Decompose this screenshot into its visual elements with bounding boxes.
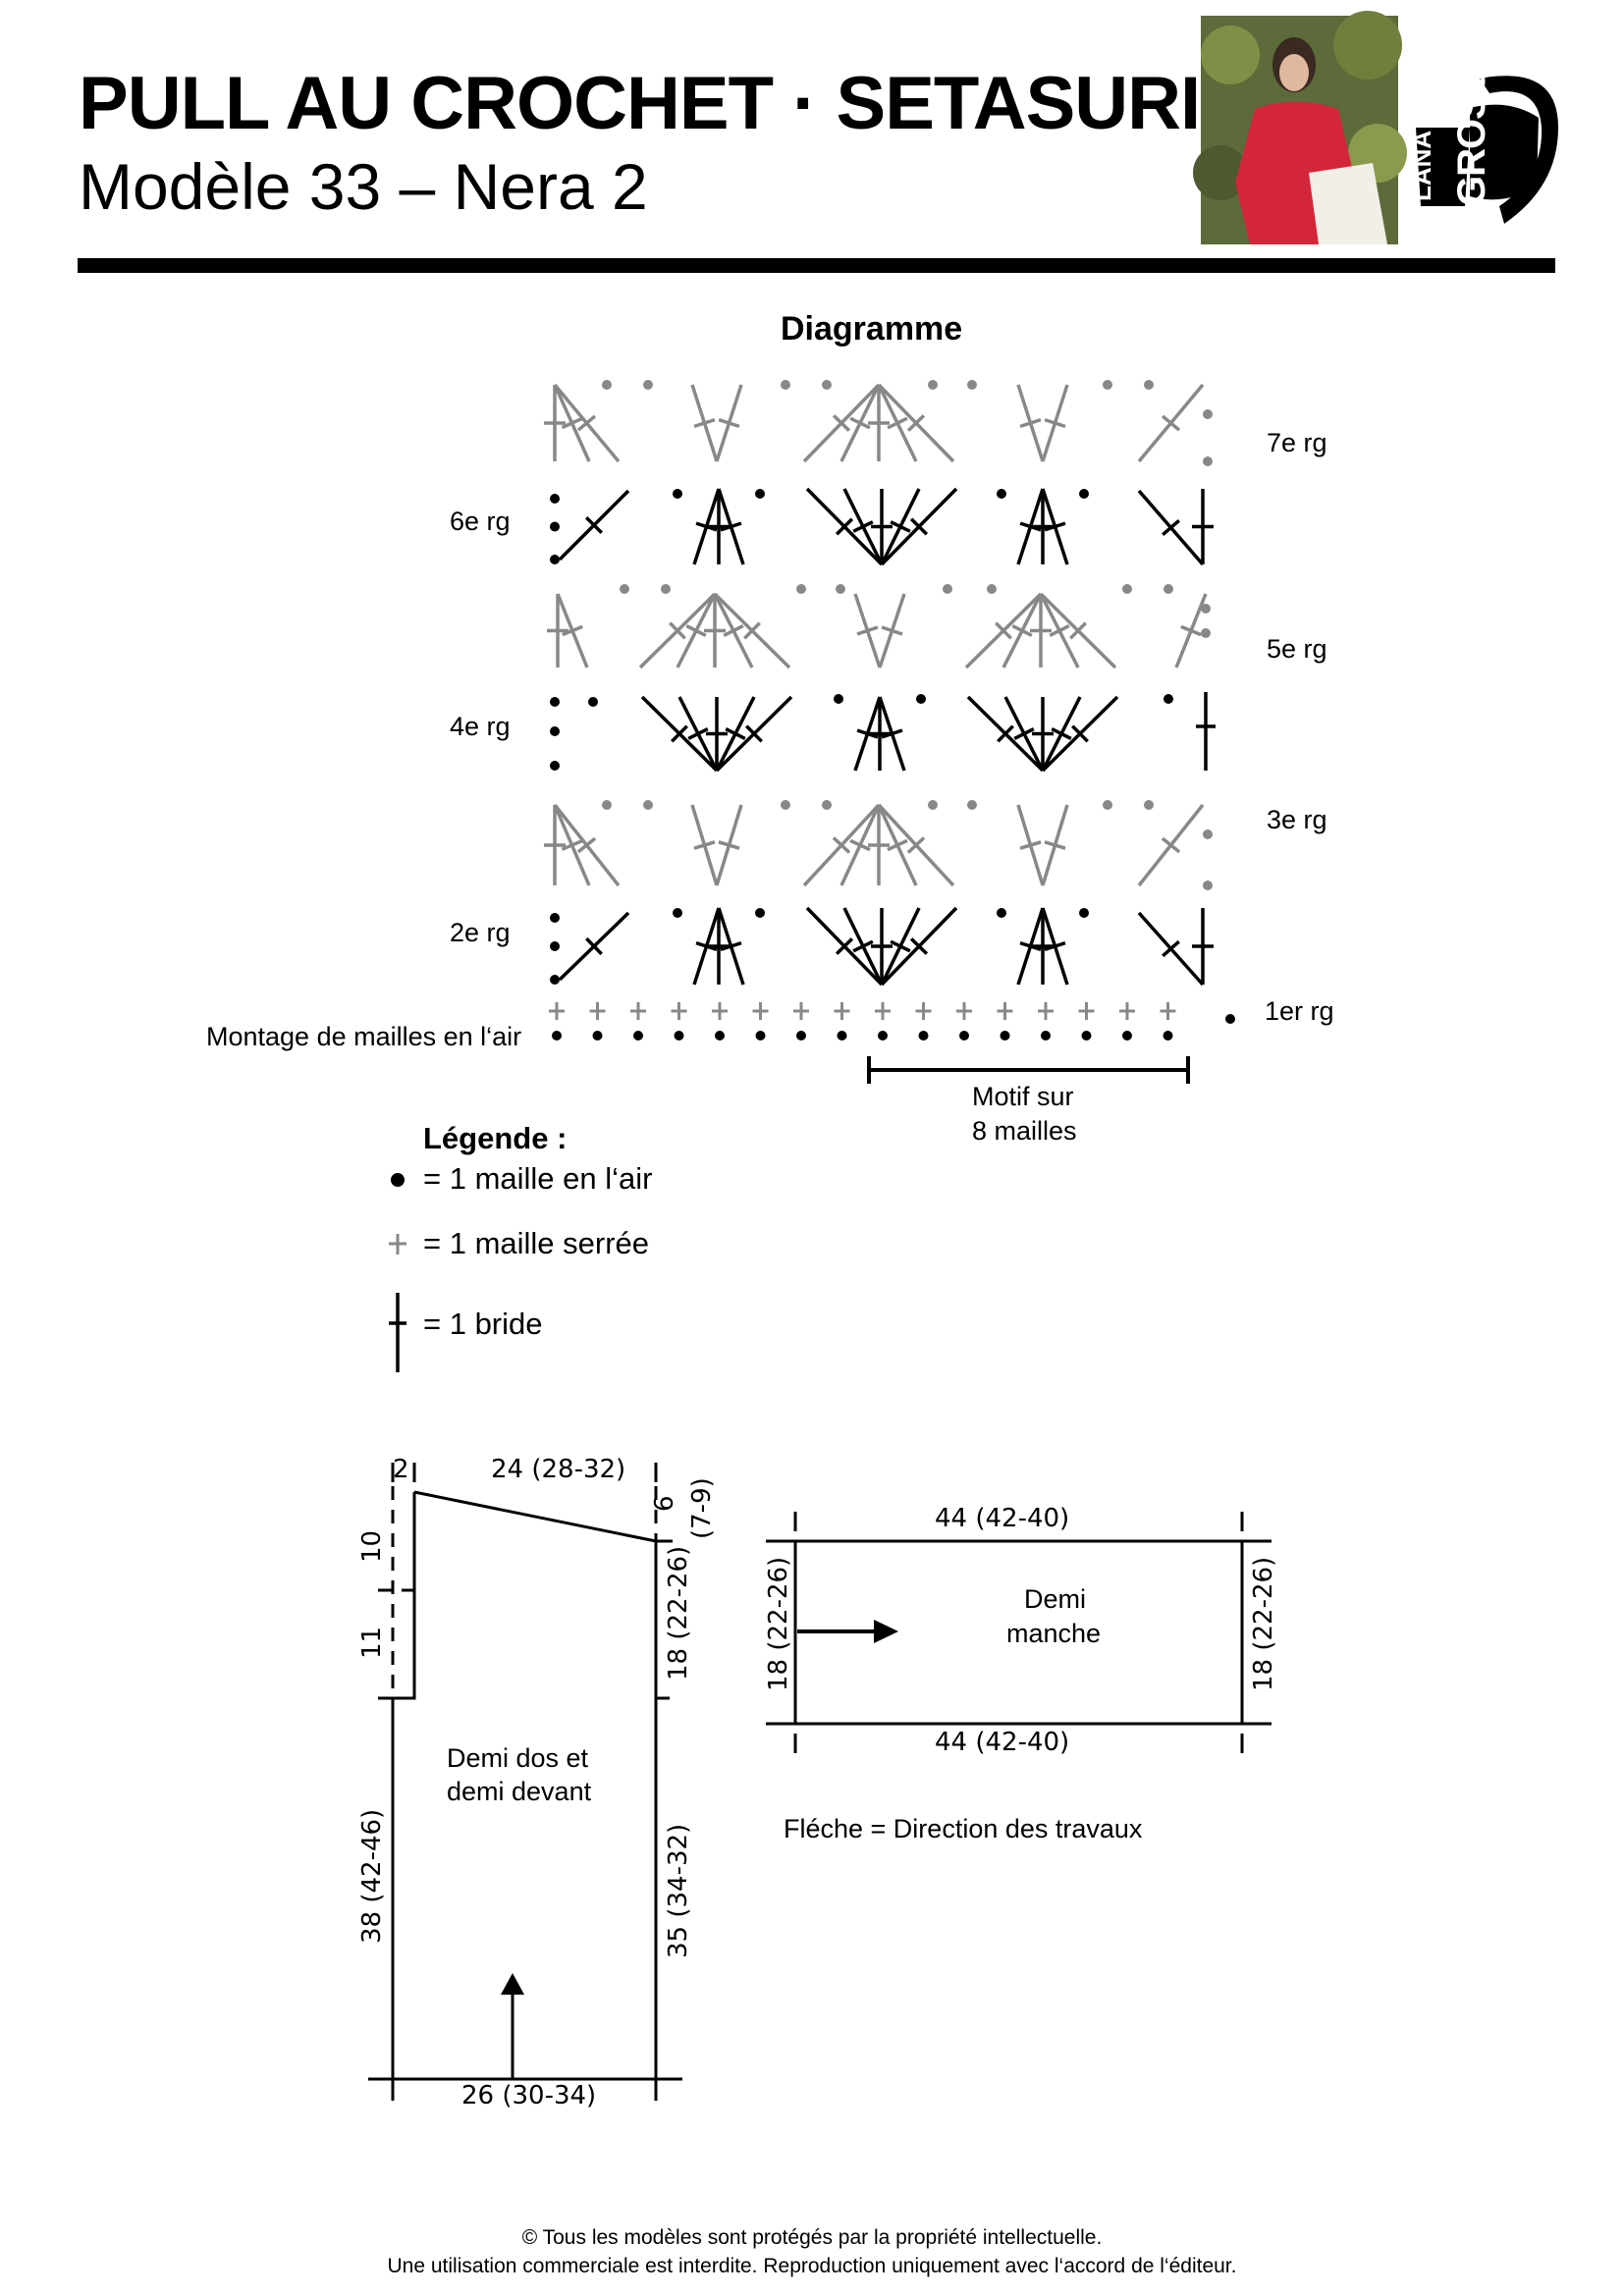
svg-text:GROSSA: GROSSA — [1450, 41, 1493, 206]
dim-top-small: 2 — [393, 1455, 409, 1484]
footer-copyright: © Tous les modèles sont protégés par la propriété intellectuelle. — [521, 2226, 1103, 2249]
direction-note: Fléche = Direction des travaux — [784, 1814, 1143, 1843]
dim-left-mid: 11 — [357, 1626, 387, 1659]
dim-shoulder: 6 — [650, 1495, 679, 1512]
body-label-line1: Demi dos et — [447, 1743, 589, 1773]
sleeve-direction-arrow — [874, 1620, 898, 1643]
dim-right-lower: 35 (34-32) — [664, 1823, 693, 1958]
legend-item-chain: = 1 maille en l‘air — [423, 1161, 653, 1196]
foundation-label: Montage de mailles en l‘air — [206, 1022, 522, 1051]
sleeve-dim-right: 18 (22-26) — [1249, 1556, 1278, 1691]
footer-usage: Une utilisation commerciale est interdite. Reproduction uniquement avec l‘accord de l‘éditeur. — [387, 2255, 1237, 2277]
dim-bottom: 26 (30-34) — [461, 2081, 597, 2110]
dim-right-armhole: 18 (22-26) — [664, 1545, 693, 1681]
sleeve-label-line2: manche — [1006, 1619, 1102, 1648]
motif-label-line1: Motif sur — [972, 1082, 1074, 1111]
diagram-title: Diagramme — [781, 310, 963, 347]
dim-top: 24 (28-32) — [491, 1455, 626, 1484]
row-label-6: 6e rg — [450, 507, 511, 536]
page-title: PULL AU CROCHET · SETASURI — [79, 62, 1201, 145]
dim-left-upper: 10 — [357, 1529, 387, 1563]
page-subtitle: Modèle 33 – Nera 2 — [79, 150, 648, 223]
row-label-7: 7e rg — [1267, 428, 1327, 457]
sleeve-dim-bottom: 44 (42-40) — [935, 1728, 1070, 1757]
row-label-2: 2e rg — [450, 918, 511, 947]
legend-title: Légende : — [423, 1121, 568, 1155]
row-label-5: 5e rg — [1267, 634, 1327, 664]
dim-left-lower: 38 (42-46) — [357, 1808, 387, 1944]
legend-item-single: = 1 maille serrée — [423, 1226, 650, 1260]
motif-label-line2: 8 mailles — [972, 1116, 1077, 1146]
svg-text:LANA: LANA — [1407, 130, 1436, 201]
dim-shoulder-alt: (7-9) — [687, 1477, 717, 1539]
legend-item-double: = 1 bride — [423, 1307, 543, 1341]
sleeve-dim-top: 44 (42-40) — [935, 1504, 1070, 1533]
work-direction-arrow — [501, 1973, 524, 1995]
row-label-4: 4e rg — [450, 712, 511, 741]
body-label-line2: demi devant — [447, 1777, 592, 1806]
sleeve-label-line1: Demi — [1024, 1584, 1087, 1614]
sleeve-dim-left: 18 (22-26) — [764, 1556, 793, 1691]
row-label-1: 1er rg — [1265, 996, 1334, 1026]
row-label-3: 3e rg — [1267, 805, 1327, 834]
